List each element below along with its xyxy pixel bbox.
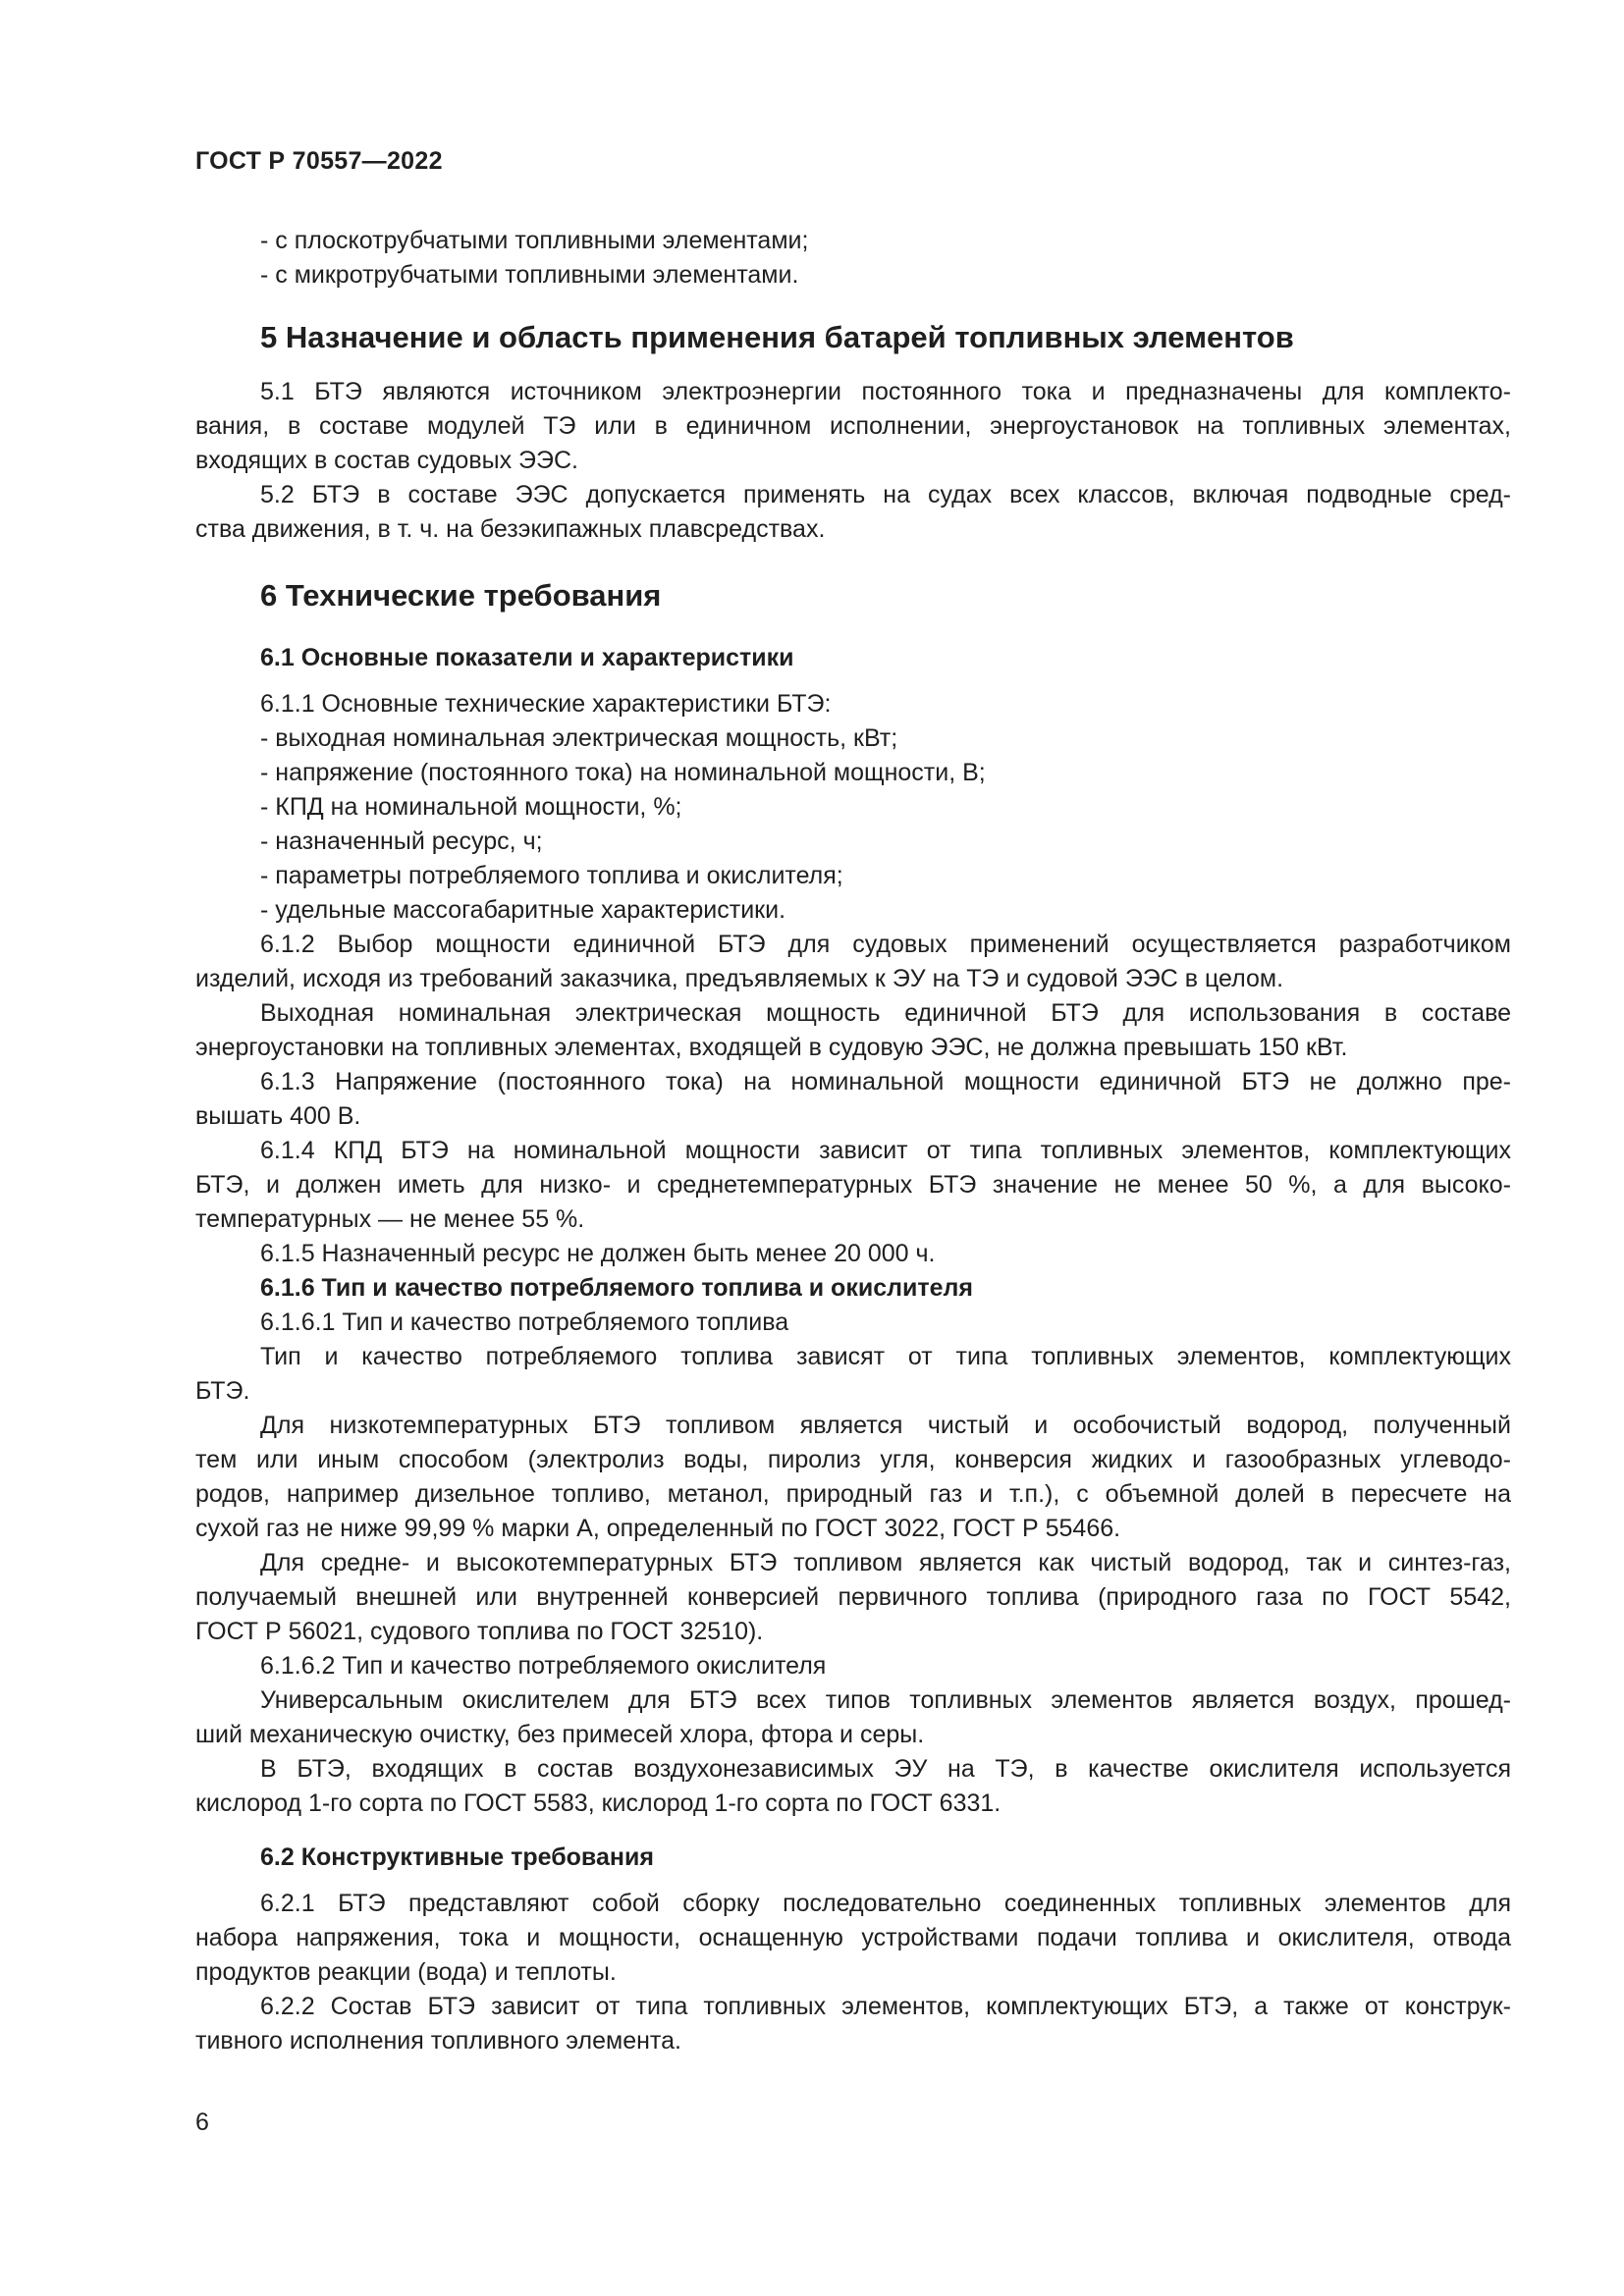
paragraph-6-1-3 (195, 1065, 1511, 1134)
text-line: БТЭ, и должен иметь для низко- и среднетемпературных БТЭ значение не менее 50 %, а для высоко- (195, 1171, 1511, 1199)
text-line: 6.2.2 Состав БТЭ зависит от типа топливных элементов, комплектующих БТЭ, а также от конструк- (260, 1993, 1511, 2020)
text-line: сухой газ не ниже 99,99 % марки А, определенный по ГОСТ 3022, ГОСТ Р 55466. (195, 1515, 1121, 1542)
text-line: родов, например дизельное топливо, метанол, природный газ и т.п.), с объемной долей в пересчете на (195, 1480, 1511, 1508)
text-line: Универсальным окислителем для БТЭ всех типов топливных элементов является воздух, прошед- (260, 1686, 1511, 1714)
page-number: 6 (195, 2109, 209, 2136)
list-item: - напряжение (постоянного тока) на номинальной мощности, В; (260, 759, 986, 786)
paragraph-6-2-1 (195, 1887, 1511, 1990)
page-content (195, 224, 1511, 2058)
paragraph-6-1-6-2b (195, 1752, 1511, 1821)
text-line: температурных — не менее 55 %. (195, 1205, 585, 1233)
paragraph-6-1-6-1b (195, 1409, 1511, 1546)
paragraph-6-1-6-2a (195, 1683, 1511, 1752)
paragraph-5-2 (195, 478, 1511, 547)
list-item: - КПД на номинальной мощности, %; (260, 793, 682, 821)
text-line: вания, в составе модулей ТЭ или в единичном исполнении, энергоустановок на топливных элементах, (195, 412, 1511, 440)
list-item: - с микротрубчатыми топливными элементами. (260, 261, 799, 289)
text-line: 6.1.4 КПД БТЭ на номинальной мощности зависит от типа топливных элементов, комплектующих (260, 1137, 1511, 1164)
text-line: получаемый внешней или внутренней конверсией первичного топлива (природного газа по ГОСТ 5542, (195, 1583, 1511, 1611)
text-line: 5.1 БТЭ являются источником электроэнергии постоянного тока и предназначены для комплекто- (260, 378, 1511, 405)
document-code: ГОСТ Р 70557—2022 (195, 147, 443, 175)
section-6-heading: 6 Технические требования (260, 578, 662, 613)
paragraph-6-1-5: 6.1.5 Назначенный ресурс не должен быть менее 20 000 ч. (260, 1240, 936, 1267)
paragraph-6-2-2 (195, 1990, 1511, 2058)
paragraph-6-1-4 (195, 1134, 1511, 1237)
paragraph-6-1-2 (195, 928, 1511, 996)
list-item: - с плоскотрубчатыми топливными элементами; (260, 227, 809, 254)
text-line: изделий, исходя из требований заказчика, предъявляемых к ЭУ на ТЭ и судовой ЭЭС в целом. (195, 965, 1284, 992)
paragraph-6-1-6-1c (195, 1546, 1511, 1649)
text-line: продуктов реакции (вода) и теплоты. (195, 1958, 617, 1986)
subsection-6-1-heading: 6.1 Основные показатели и характеристики (260, 644, 794, 671)
subsection-6-1-6-2-heading: 6.1.6.2 Тип и качество потребляемого окислителя (260, 1652, 827, 1680)
list-item: - параметры потребляемого топлива и окислителя; (260, 862, 843, 889)
list-item: - назначенный ресурс, ч; (260, 828, 543, 855)
paragraph-6-1-1: 6.1.1 Основные технические характеристики БТЭ: (260, 690, 832, 718)
text-line: Выходная номинальная электрическая мощность единичной БТЭ для использования в составе (260, 999, 1511, 1027)
text-line: набора напряжения, тока и мощности, оснащенную устройствами подачи топлива и окислителя, отвода (195, 1924, 1511, 1951)
text-line: энергоустановки на топливных элементах, входящей в судовую ЭЭС, не должна превышать 150 кВт. (195, 1034, 1348, 1061)
paragraph-6-1-2b (195, 996, 1511, 1065)
text-line: В БТЭ, входящих в состав воздухонезависимых ЭУ на ТЭ, в качестве окислителя используется (260, 1755, 1511, 1783)
text-line: вышать 400 В. (195, 1102, 361, 1130)
text-line: Для низкотемпературных БТЭ топливом является чистый и особочистый водород, полученный (260, 1412, 1511, 1439)
list-item: - удельные массогабаритные характеристики. (260, 896, 786, 924)
text-line: входящих в состав судовых ЭЭС. (195, 447, 578, 474)
text-line: Тип и качество потребляемого топлива зависят от типа топливных элементов, комплектующих (260, 1343, 1511, 1370)
paragraph-6-1-6-1a (195, 1340, 1511, 1409)
text-line: 6.1.2 Выбор мощности единичной БТЭ для судовых применений осуществляется разработчиком (260, 931, 1511, 958)
text-line: 6.2.1 БТЭ представляют собой сборку последовательно соединенных топливных элементов для (260, 1890, 1511, 1917)
text-line: тем или иным способом (электролиз воды, пиролиз угля, конверсия жидких и газообразных углеводо- (195, 1446, 1511, 1473)
text-line: 6.1.3 Напряжение (постоянного тока) на номинальной мощности единичной БТЭ не должно пре- (260, 1068, 1511, 1095)
text-line: тивного исполнения топливного элемента. (195, 2027, 681, 2055)
text-line: ГОСТ Р 56021, судового топлива по ГОСТ 32510). (195, 1618, 764, 1645)
text-line: 5.2 БТЭ в составе ЭЭС допускается применять на судах всех классов, включая подводные сред- (260, 481, 1511, 508)
text-line: кислород 1-го сорта по ГОСТ 5583, кислород 1-го сорта по ГОСТ 6331. (195, 1789, 1001, 1817)
paragraph-5-1 (195, 375, 1511, 478)
section-5-heading: 5 Назначение и область применения батарей топливных элементов (260, 320, 1294, 354)
subsection-6-1-6-heading: 6.1.6 Тип и качество потребляемого топлива и окислителя (260, 1274, 973, 1302)
subsection-6-1-6-1-heading: 6.1.6.1 Тип и качество потребляемого топлива (260, 1308, 789, 1336)
list-item: - выходная номинальная электрическая мощность, кВт; (260, 724, 898, 752)
text-line: Для средне- и высокотемпературных БТЭ топливом является как чистый водород, так и синтез-газ, (260, 1549, 1511, 1576)
text-line: БТЭ. (195, 1377, 250, 1405)
subsection-6-2-heading: 6.2 Конструктивные требования (260, 1843, 654, 1871)
text-line: ший механическую очистку, без примесей хлора, фтора и серы. (195, 1721, 925, 1748)
text-line: ства движения, в т. ч. на безэкипажных плавсредствах. (195, 515, 826, 543)
